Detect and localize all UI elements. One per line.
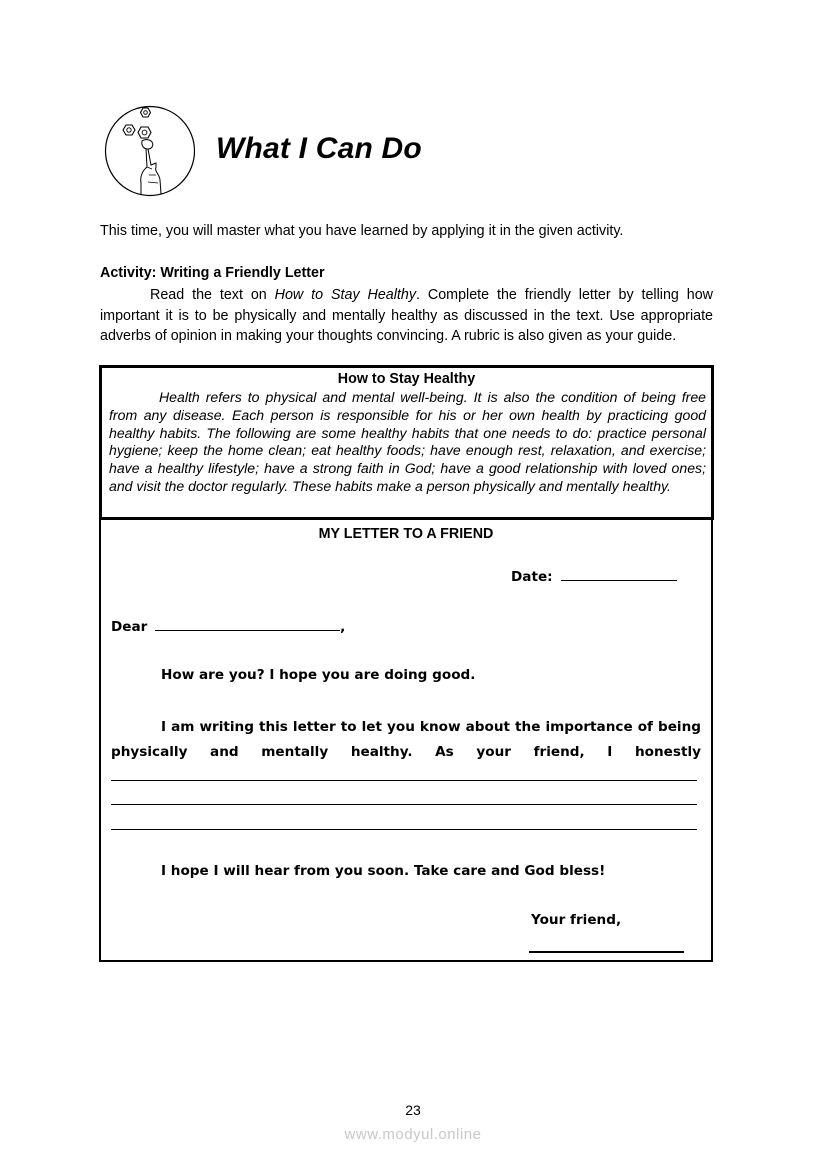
date-label: Date: [511,569,553,585]
hand-with-gears-icon [104,105,196,197]
signature-field[interactable] [529,951,684,953]
salutation-row [111,619,345,635]
salutation-comma: , [340,619,346,635]
page-number: 23 [405,1102,421,1118]
activity-body-post: . Complete the friendly letter by telling how important it is to be physically and mentally healthy as discussed in the text. Use appropriate adverbs of opinion in making your thoughts convincing. A rubric is also given as your guide. [100,287,713,344]
reading-body [109,389,706,496]
letter-body-text: I am writing this letter to let you know about the importance of being physically and mentally healthy. As your friend, I honestly [111,719,701,760]
date-row [511,569,677,585]
date-field[interactable] [561,579,677,581]
salutation-label: Dear [111,619,148,635]
reading-box [99,365,714,520]
activity-body-italic: How to Stay Healthy [274,287,417,303]
letter-greeting: How are you? I hope you are doing good. [161,667,476,683]
letter-title: MY LETTER TO A FRIEND [318,526,494,542]
page-title: What I Can Do [216,132,422,165]
activity-body-pre: Read the text on [150,287,275,303]
answer-line-1[interactable] [111,780,697,781]
activity-instructions [100,285,713,347]
letter-box [99,517,713,962]
letter-body-prompt [111,715,701,765]
answer-line-2[interactable] [111,804,697,805]
watermark: www.modyul.online [344,1126,482,1143]
reading-title: How to Stay Healthy [337,371,476,387]
answer-line-3[interactable] [111,829,697,830]
activity-title: Activity: Writing a Friendly Letter [100,265,325,281]
friend-name-field[interactable] [155,629,340,631]
letter-closing-line: I hope I will hear from you soon. Take care and God bless! [161,863,606,879]
intro-text: This time, you will master what you have learned by applying it in the given activity. [100,223,624,239]
letter-closing: Your friend, [531,912,622,928]
reading-text: Health refers to physical and mental well-being. It is also the condition of being free from any disease. Each person is responsible for his or her own health by practicing good healthy habits. The following are some healthy habits that one needs to do: practice personal hygiene; keep the home clean; eat healthy foods; have enough rest, relaxation, and exercise; have a healthy lifestyle; have a strong faith in God; have a good relationship with loved ones; and visit the doctor regularly. These habits make a person physically and mentally healthy. [109,389,706,494]
